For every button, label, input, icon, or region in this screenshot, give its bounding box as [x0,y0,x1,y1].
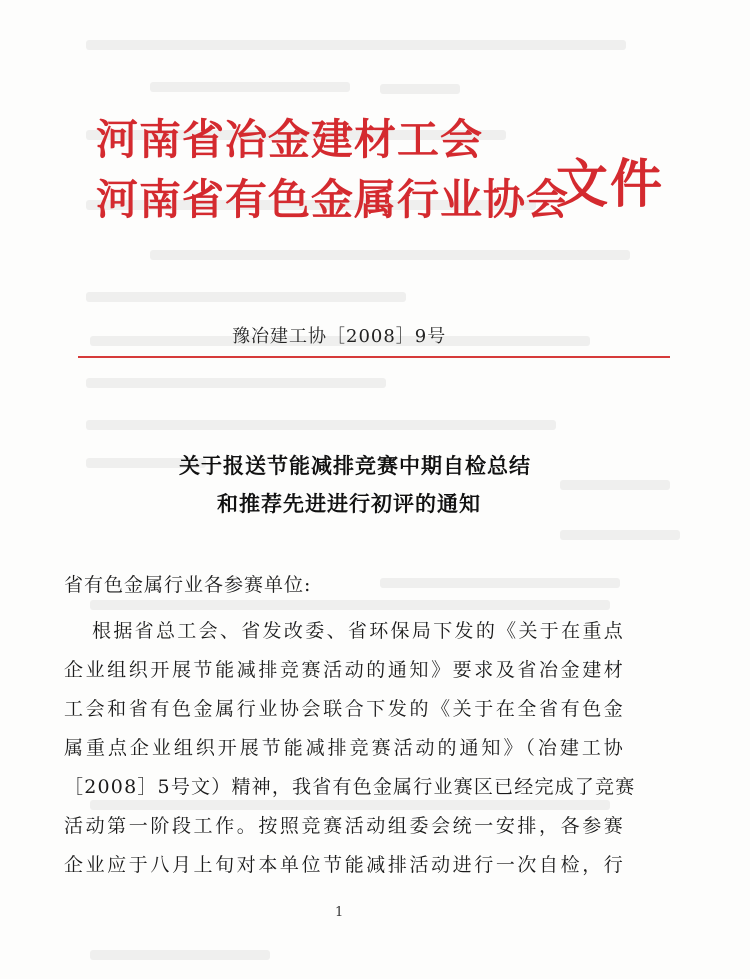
red-divider-line [78,356,670,358]
document-number: 豫冶建工协［2008］9号 [232,326,447,347]
salutation: 省有色金属行业各参赛单位: [64,574,312,596]
body-line: 企业应于八月上旬对本单位节能减排活动进行一次自检，行 [64,854,624,876]
body-line: 活动第一阶段工作。按照竞赛活动组委会统一安排，各参赛 [64,815,624,837]
title-line-1: 关于报送节能减排竞赛中期自检总结 [179,454,531,478]
body-line: 企业组织开展节能减排竞赛活动的通知》要求及省冶金建材 [64,659,624,681]
document-type-label: 文件 [556,155,665,215]
body-line: 属重点企业组织开展节能减排竞赛活动的通知》（冶建工协 [64,737,624,759]
title-line-2: 和推荐先进进行初评的通知 [217,492,481,516]
org-line-2: 河南省有色金属行业协会 [96,175,570,224]
page-number: 1 [335,905,344,920]
issuing-organizations [96,110,569,230]
body-line: 工会和省有色金属行业协会联合下发的《关于在全省有色金 [64,698,624,720]
body-line: 根据省总工会、省发改委、省环保局下发的《关于在重点 [92,620,624,642]
org-line-1: 河南省冶金建材工会 [96,115,484,164]
body-line: ［2008］5号文）精神，我省有色金属行业赛区已经完成了竞赛 [64,776,636,798]
